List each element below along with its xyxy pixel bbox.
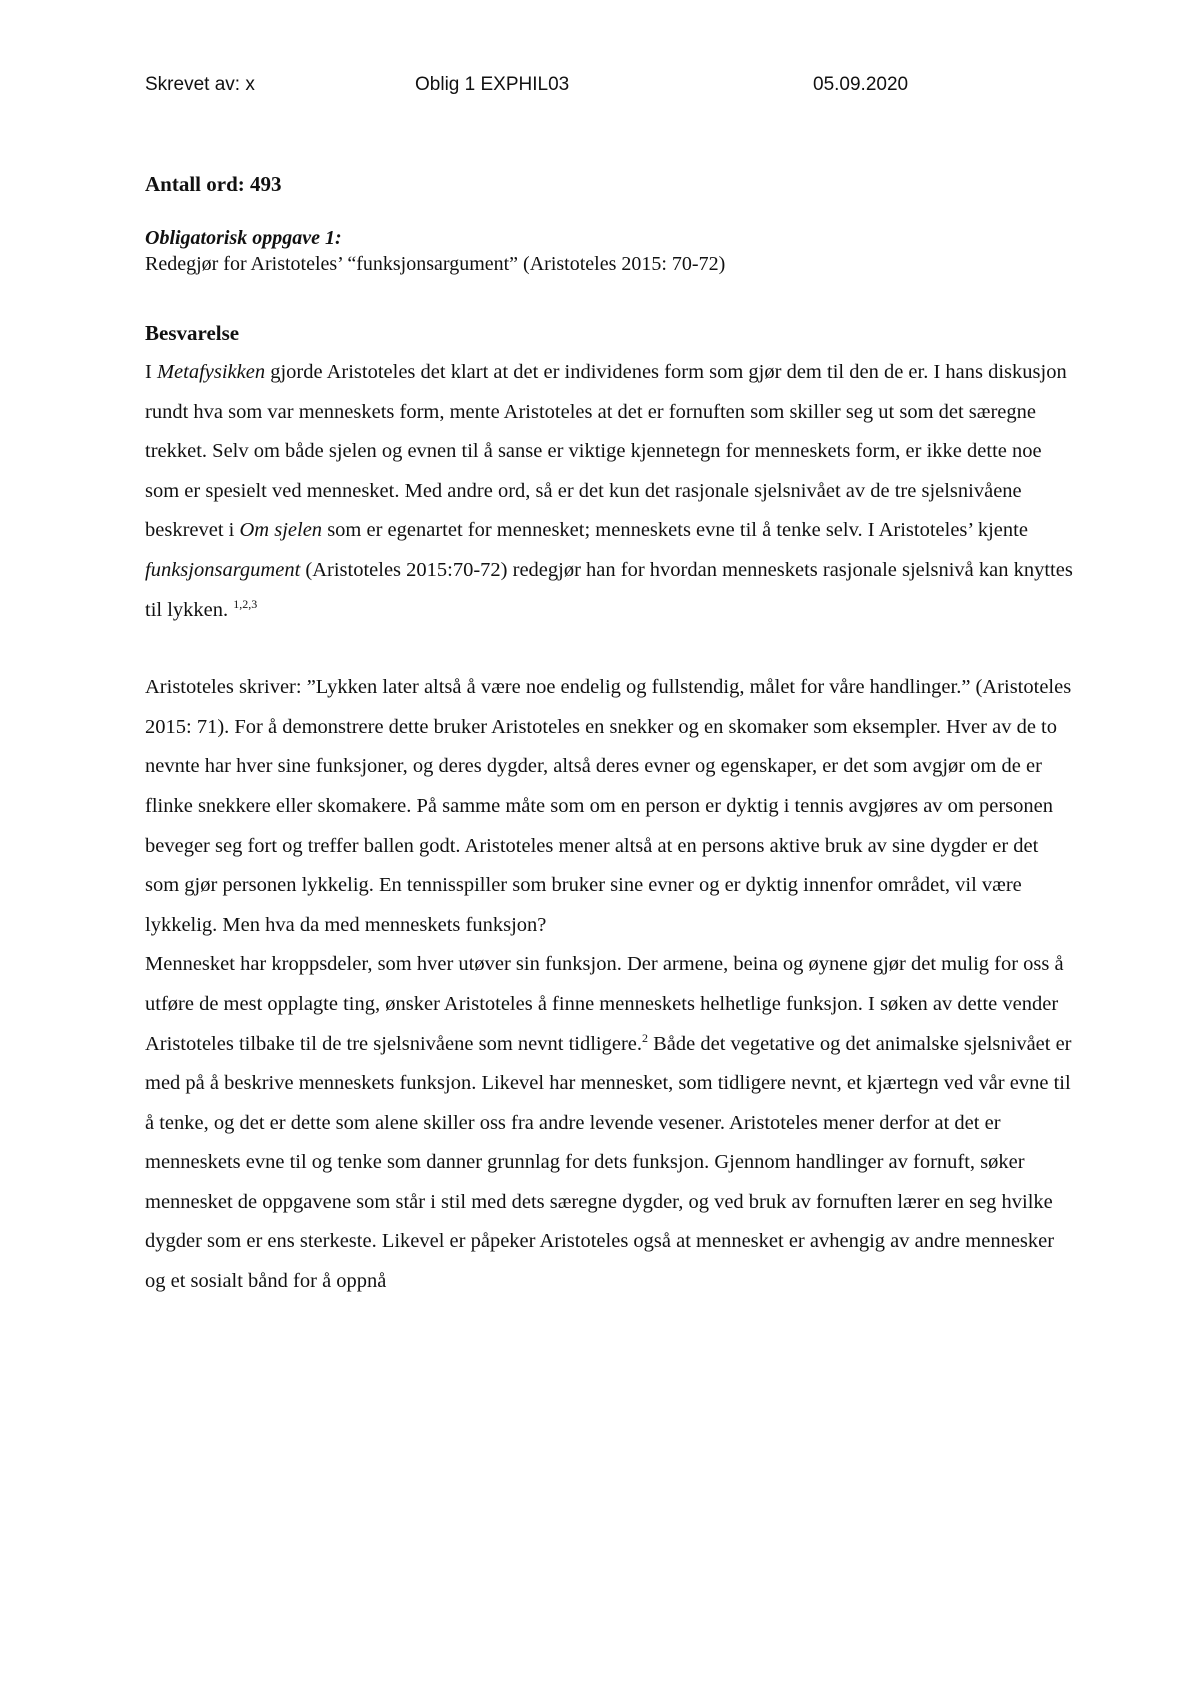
footnote-ref[interactable]: 1,2,3 (233, 596, 258, 611)
term-funksjonsargument: funksjonsargument (145, 558, 301, 581)
paragraph-3-text: Mennesket har kroppsdeler, som hver utøver sin funksjon. Der armene, beina og øynene gjør det mulig for oss å utføre de mest opplagte ting, ønsker Aristoteles å finne menneskets helhetlige funksjon. I søken av dette vender Aristoteles tilbake til de tre sjelsnivåene som nevnt tidligere. (145, 953, 1064, 1055)
paragraph-3 (145, 945, 1075, 1301)
page-header (145, 74, 1055, 104)
task-text: Redegjør for Aristoteles’ “funksjonsargument” (Aristoteles 2015: 70-72) (145, 253, 726, 275)
paragraph-3-text: Både det vegetative og det animalske sjelsnivået er med på å beskrive menneskets funksjon. Likevel har mennesket, som tidligere nevnt, et kjærtegn ved vår evne til å tenke, og det er dette som alene skiller oss fra andre levende vesener. Aristoteles mener derfor at det er menneskets evne til og tenke som danner grunnlag for dets funksjon. Gjennom handlinger av fornuft, søker mennesket de oppgavene som står i stil med dets særegne dygder, og ved bruk av fornuften lærer en seg hvilke dygder som er ens sterkeste. Likevel er påpeker Aristoteles også at mennesket er avhengig av andre mennesker og et sosialt bånd for å oppnå (145, 1032, 1072, 1293)
word-count: Antall ord: 493 (145, 172, 282, 196)
paragraph-1-text: (Aristoteles 2015:70-72) redegjør han for hvordan menneskets rasjonale sjelsnivå kan knyttes til lykken. (145, 558, 1073, 621)
answer-heading: Besvarelse (145, 321, 240, 345)
paragraph-1-text: I (145, 361, 157, 383)
paragraph-1-text: gjorde Aristoteles det klart at det er individenes form som gjør dem til den de er. I hans diskusjon rundt hva som var menneskets form, mente Aristoteles at det er fornuften som skiller seg ut som det særegne trekket. Selv om både sjelen og evnen til å sanse er viktige kjennetegn for menneskets form, er ikke dette noe som er spesielt ved mennesket. Med andre ord, så er det kun det rasjonale sjelsnivået av de tre sjelsnivåene beskrevet i (145, 361, 1067, 542)
header-course: Oblig 1 EXPHIL03 (415, 74, 570, 95)
document-body (145, 170, 1075, 1302)
task-title: Obligatorisk oppgave 1: (145, 227, 342, 249)
work-title-metafysikken: Metafysikken (156, 361, 266, 383)
work-title-om-sjelen: Om sjelen (239, 519, 323, 542)
paragraph-2: Aristoteles skriver: ”Lykken later altså å være noe endelig og fullstendig, målet for våre handlinger.” (Aristoteles 2015: 71). For å demonstrere dette bruker Aristoteles en snekker og en skomaker som eksempler. Hver av de to nevnte har hver sine funksjoner, og deres dygder, altså deres evner og egenskaper, er det som avgjør om de er flinke snekkere eller skomakere. På samme måte som om en person er dyktig i tennis avgjøres av om personen beveger seg fort og treffer ballen godt. Aristoteles mener altså at en persons aktive bruk av sine dygder er det som gjør personen lykkelig. En tennisspiller som bruker sine evner og er dyktig innenfor området, vil være lykkelig. Men hva da med menneskets funksjon? (145, 676, 1072, 936)
header-author: Skrevet av: x (145, 74, 255, 95)
paragraph-1-text: som er egenartet for mennesket; menneskets evne til å tenke selv. I Aristoteles’ kjente (322, 519, 1028, 542)
header-date: 05.09.2020 (813, 74, 909, 95)
paragraph-1 (145, 353, 1075, 630)
footnote-ref[interactable]: 2 (642, 1030, 648, 1045)
